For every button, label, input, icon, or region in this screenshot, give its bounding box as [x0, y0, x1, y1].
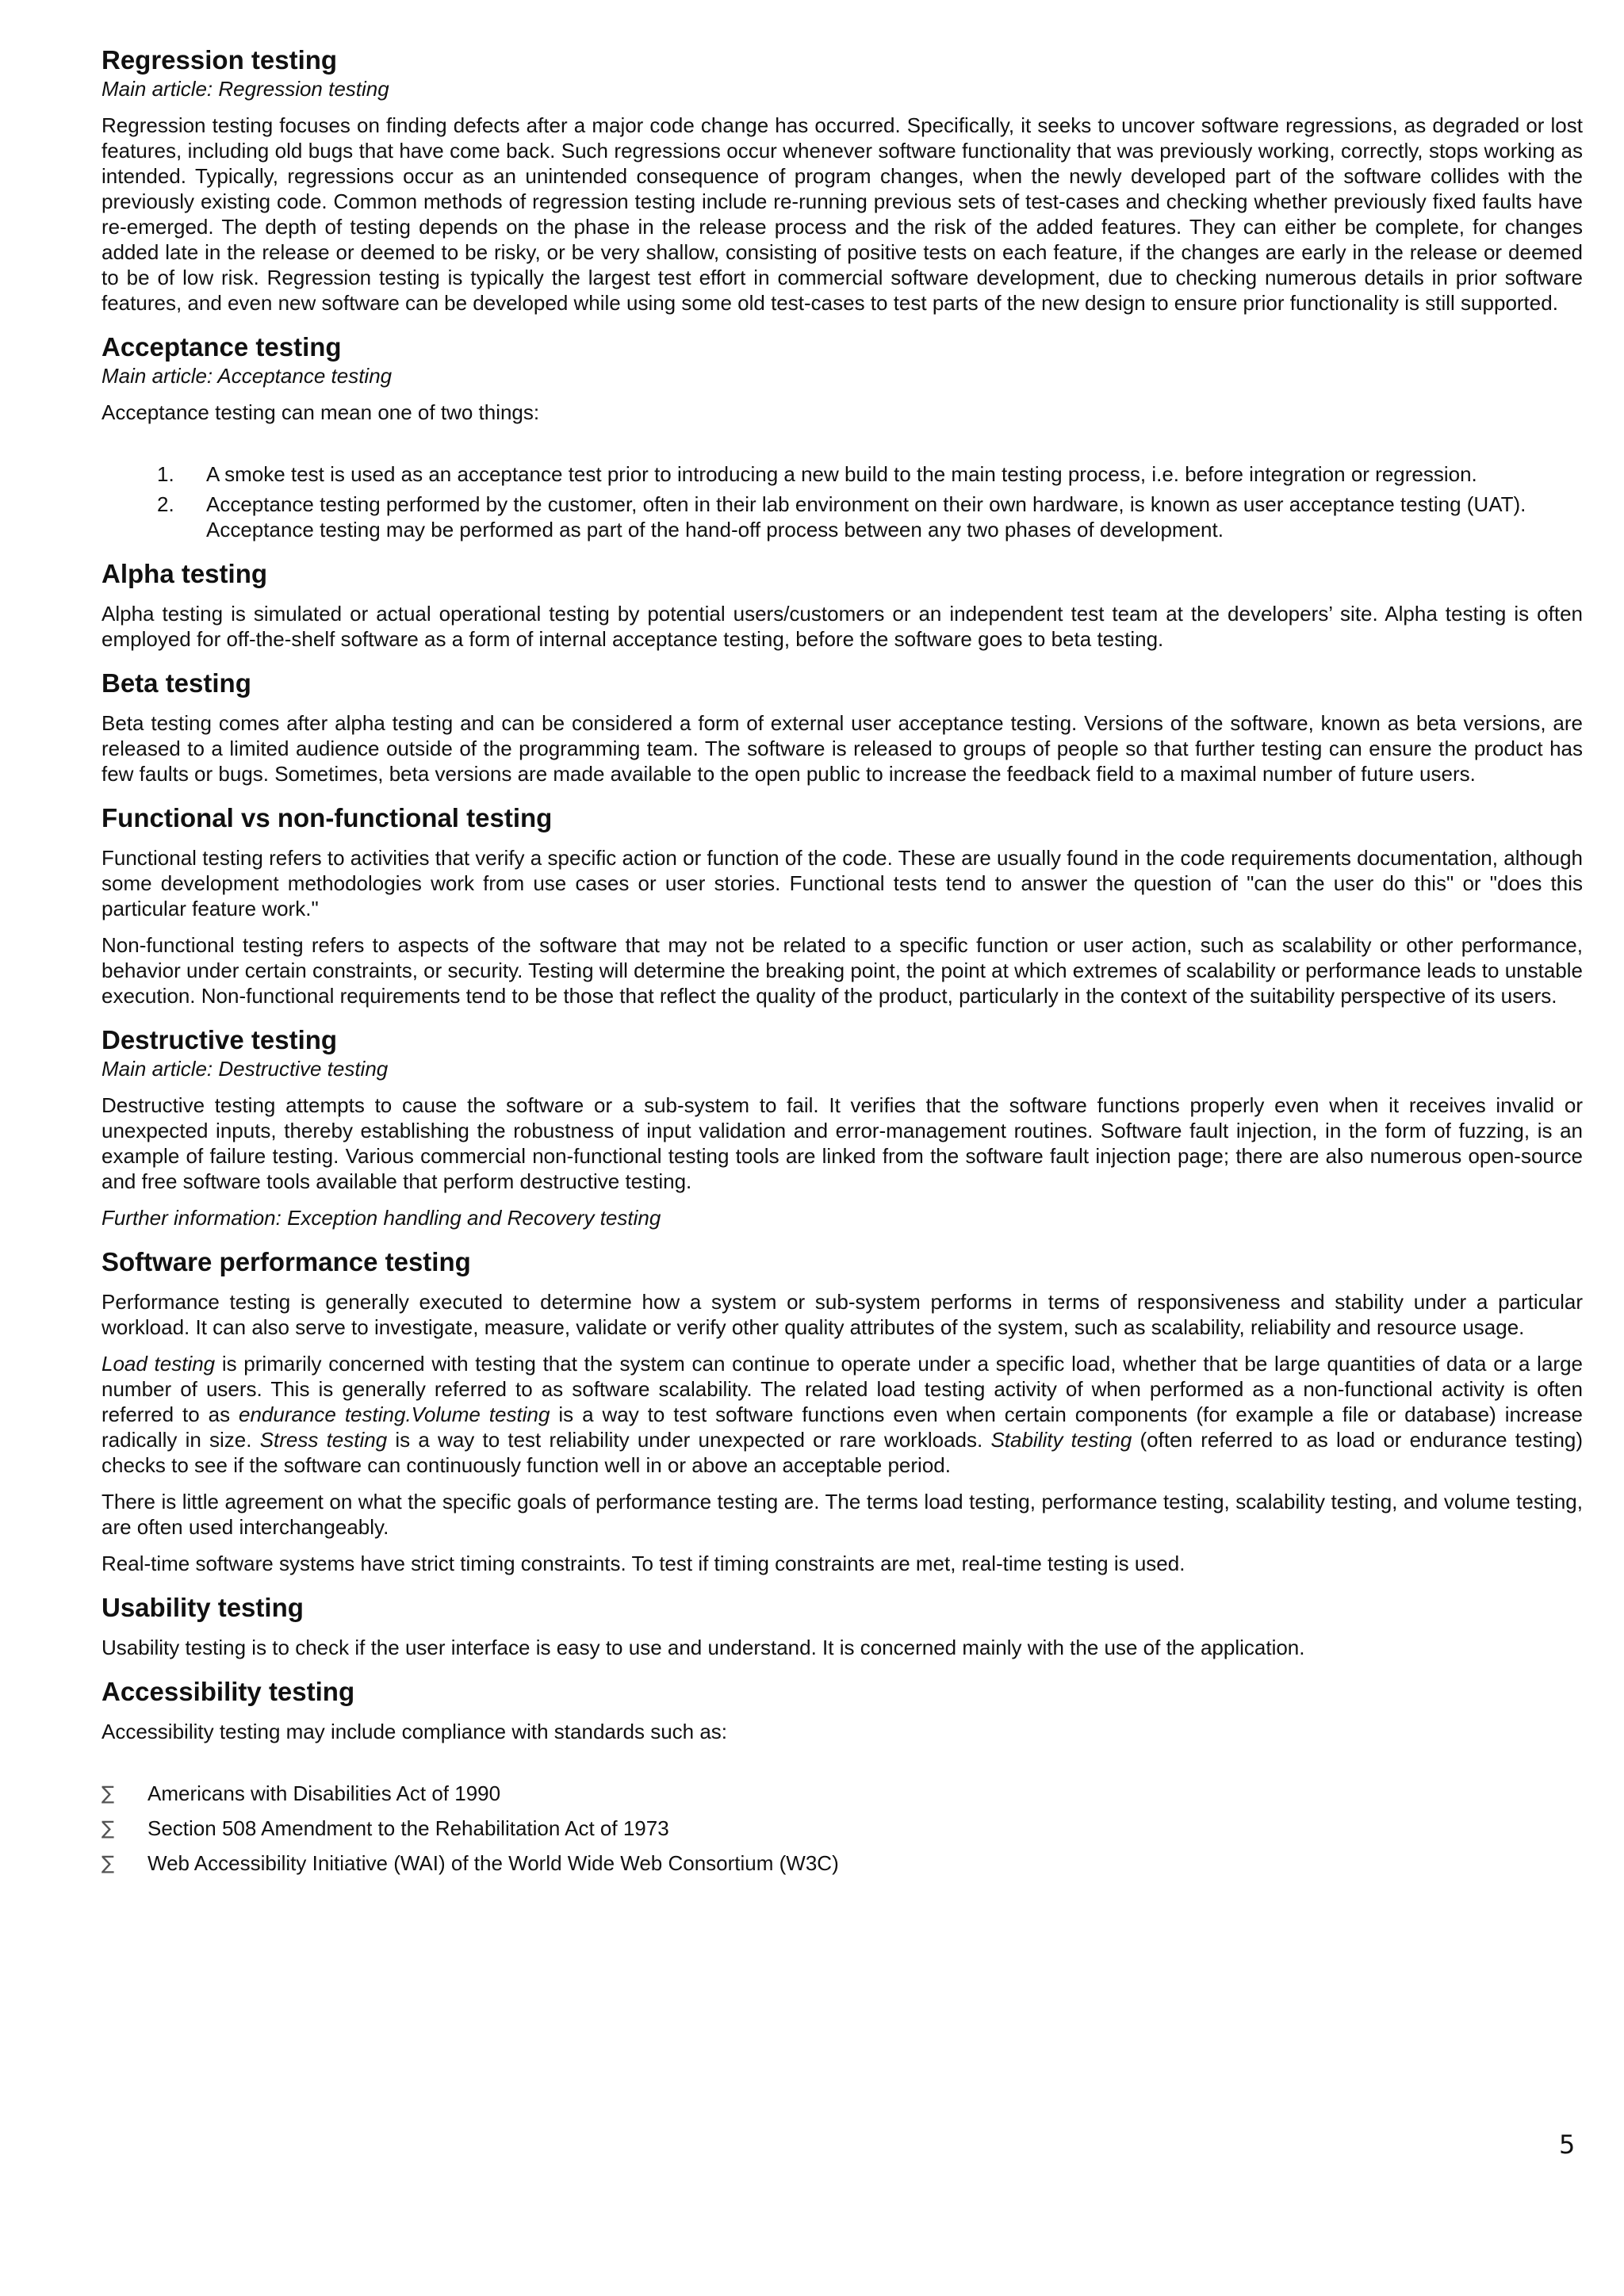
list-item [102, 1816, 1583, 1841]
main-article-acceptance: Main article: Acceptance testing [102, 364, 393, 388]
section-regression [102, 44, 1583, 316]
paragraph-usability: Usability testing is to check if the user interface is easy to use and understand. It is concerned mainly with the use of the application. [102, 1636, 1305, 1659]
section-beta [102, 668, 1583, 786]
list-item [102, 492, 1583, 542]
list-item [102, 461, 1583, 487]
heading-accessibility: Accessibility testing [102, 1677, 355, 1706]
paragraph-accessibility-intro: Accessibility testing may include compliance with standards such as: [102, 1720, 728, 1743]
term-load-testing: Load testing [102, 1352, 216, 1376]
bullet-icon: ∑ [102, 1817, 115, 1839]
paragraph-performance: Performance testing is generally executed to determine how a system or sub-system performs in terms of responsiveness and stability under a particular workload. It can also serve to investigate, measure, validate or verify other quality attributes of the system, such as scalability, reliability and resource usage. [102, 1290, 1583, 1339]
accessibility-list [102, 1781, 1583, 1876]
heading-destructive: Destructive testing [102, 1025, 338, 1054]
section-destructive [102, 1024, 1583, 1230]
paragraph-performance-goals: There is little agreement on what the specific goals of performance testing are. The terms load testing, performance testing, scalability testing, and volume testing, are often used interchangeably. [102, 1490, 1583, 1539]
heading-beta: Beta testing [102, 668, 251, 698]
heading-usability: Usability testing [102, 1593, 304, 1622]
paragraph-non-functional: Non-functional testing refers to aspects of the software that may not be related to a specific function or user action, such as scalability or other performance, behavior under certain constraints, or security. Testing will determine the breaking point, the point at which extremes of scalability or performance leads to unstable execution. Non-functional requirements tend to be those that reflect the quality of the product, particularly in the context of the suitability perspective of its users. [102, 933, 1583, 1008]
main-article-regression: Main article: Regression testing [102, 77, 389, 101]
list-item-text: A smoke test is used as an acceptance test prior to introducing a new build to the main testing process, i.e. before integration or regression. [206, 462, 1477, 486]
heading-functional: Functional vs non-functional testing [102, 803, 553, 832]
main-article-destructive: Main article: Destructive testing [102, 1057, 389, 1081]
section-accessibility [102, 1676, 1583, 1876]
term-stability-testing: Stability testing [990, 1428, 1132, 1452]
term-endurance-testing: endurance testing. [239, 1402, 412, 1426]
section-performance [102, 1246, 1583, 1576]
list-number: 1. [157, 462, 174, 486]
list-item-text: Web Accessibility Initiative (WAI) of the World Wide Web Consortium (W3C) [147, 1851, 839, 1875]
list-number: 2. [157, 492, 174, 516]
section-functional [102, 802, 1583, 1008]
list-item [102, 1781, 1583, 1806]
paragraph-regression: Regression testing focuses on finding defects after a major code change has occurred. Specifically, it seeks to uncover software regressions, as degraded or lost features, including old bugs that have come back. Such regressions occur whenever software functionality that was previously working, correctly, stops working as intended. Typically, regressions occur as an unintended consequence of program changes, when the newly developed part of the software collides with the previously existing code. Common methods of regression testing include re-running previous sets of test-cases and checking whether previously fixed faults have re-emerged. The depth of testing depends on the phase in the release process and the risk of the added features. They can either be complete, for changes added late in the release or deemed to be risky, or be very shallow, consisting of positive tests on each feature, if the changes are early in the release or deemed to be of low risk. Regression testing is typically the largest test effort in commercial software development, due to checking numerous details in prior software features, and even new software can be developed while using some old test-cases to test parts of the new design to ensure prior functionality is still supported. [102, 113, 1583, 315]
paragraph-real-time: Real-time software systems have strict timing constraints. To test if timing constraints are met, real-time testing is used. [102, 1552, 1185, 1575]
acceptance-list [102, 461, 1583, 542]
list-item [102, 1850, 1583, 1876]
section-acceptance [102, 331, 1583, 542]
paragraph-alpha: Alpha testing is simulated or actual operational testing by potential users/customers or an independent test team at the developers’ site. Alpha testing is often employed for off-the-shelf software as a form of internal acceptance testing, before the software goes to beta testing. [102, 602, 1583, 651]
list-item-text: Section 508 Amendment to the Rehabilitation Act of 1973 [147, 1816, 669, 1840]
heading-acceptance: Acceptance testing [102, 332, 342, 362]
heading-alpha: Alpha testing [102, 559, 268, 588]
paragraph-load-testing: Load testing is primarily concerned with testing that the system can continue to operate under a specific load, whether that be large quantities of data or a large number of users. This is generally referred to as software scalability. The related load testing activity of when performed as a non-functional activity is often referred to as endurance testing.Volume testing is a way to test software functions even when certain components (for example a file or database) increase radically in size. Stress testing is a way to test reliability under unexpected or rare workloads. Stability testing (often referred to as load or endurance testing) checks to see if the software can continuously function well in or above an acceptable period. [102, 1352, 1584, 1477]
term-volume-testing: Volume testing [411, 1402, 550, 1426]
heading-regression: Regression testing [102, 45, 338, 75]
paragraph-functional: Functional testing refers to activities that verify a specific action or function of the code. These are usually found in the code requirements documentation, although some development methodologies work from use cases or user stories. Functional tests tend to answer the question of "can the user do this" or "does this particular feature work." [102, 846, 1583, 920]
list-item-text: Americans with Disabilities Act of 1990 [147, 1781, 501, 1805]
paragraph-acceptance-intro: Acceptance testing can mean one of two things: [102, 400, 540, 424]
section-alpha [102, 558, 1583, 652]
paragraph-beta: Beta testing comes after alpha testing and can be considered a form of external user acceptance testing. Versions of the software, known as beta versions, are released to a limited audience outside of the programming team. The software is released to groups of people so that further testing can ensure the product has few faults or bugs. Sometimes, beta versions are made available to the open public to increase the feedback field to a maximal number of future users. [102, 711, 1583, 786]
term-stress-testing: Stress testing [259, 1428, 388, 1452]
list-item-text: Acceptance testing performed by the customer, often in their lab environment on their own hardware, is known as user acceptance testing (UAT). Acceptance testing may be performed as part of the hand-off process between any two phases of development. [206, 492, 1526, 541]
heading-performance: Software performance testing [102, 1247, 471, 1276]
document-page [102, 44, 1583, 1885]
section-usability [102, 1592, 1583, 1660]
bullet-icon: ∑ [102, 1782, 115, 1804]
paragraph-destructive: Destructive testing attempts to cause the software or a sub-system to fail. It verifies that the software functions properly even when it receives invalid or unexpected inputs, thereby establishing the robustness of input validation and error-management routines. Software fault injection, in the form of fuzzing, is an example of failure testing. Various commercial non-functional testing tools are linked from the software fault injection page; there are also numerous open-source and free software tools available that perform destructive testing. [102, 1093, 1583, 1193]
further-information: Further information: Exception handling and Recovery testing [102, 1206, 661, 1230]
page-number: 5 [1559, 2130, 1576, 2160]
bullet-icon: ∑ [102, 1852, 115, 1874]
